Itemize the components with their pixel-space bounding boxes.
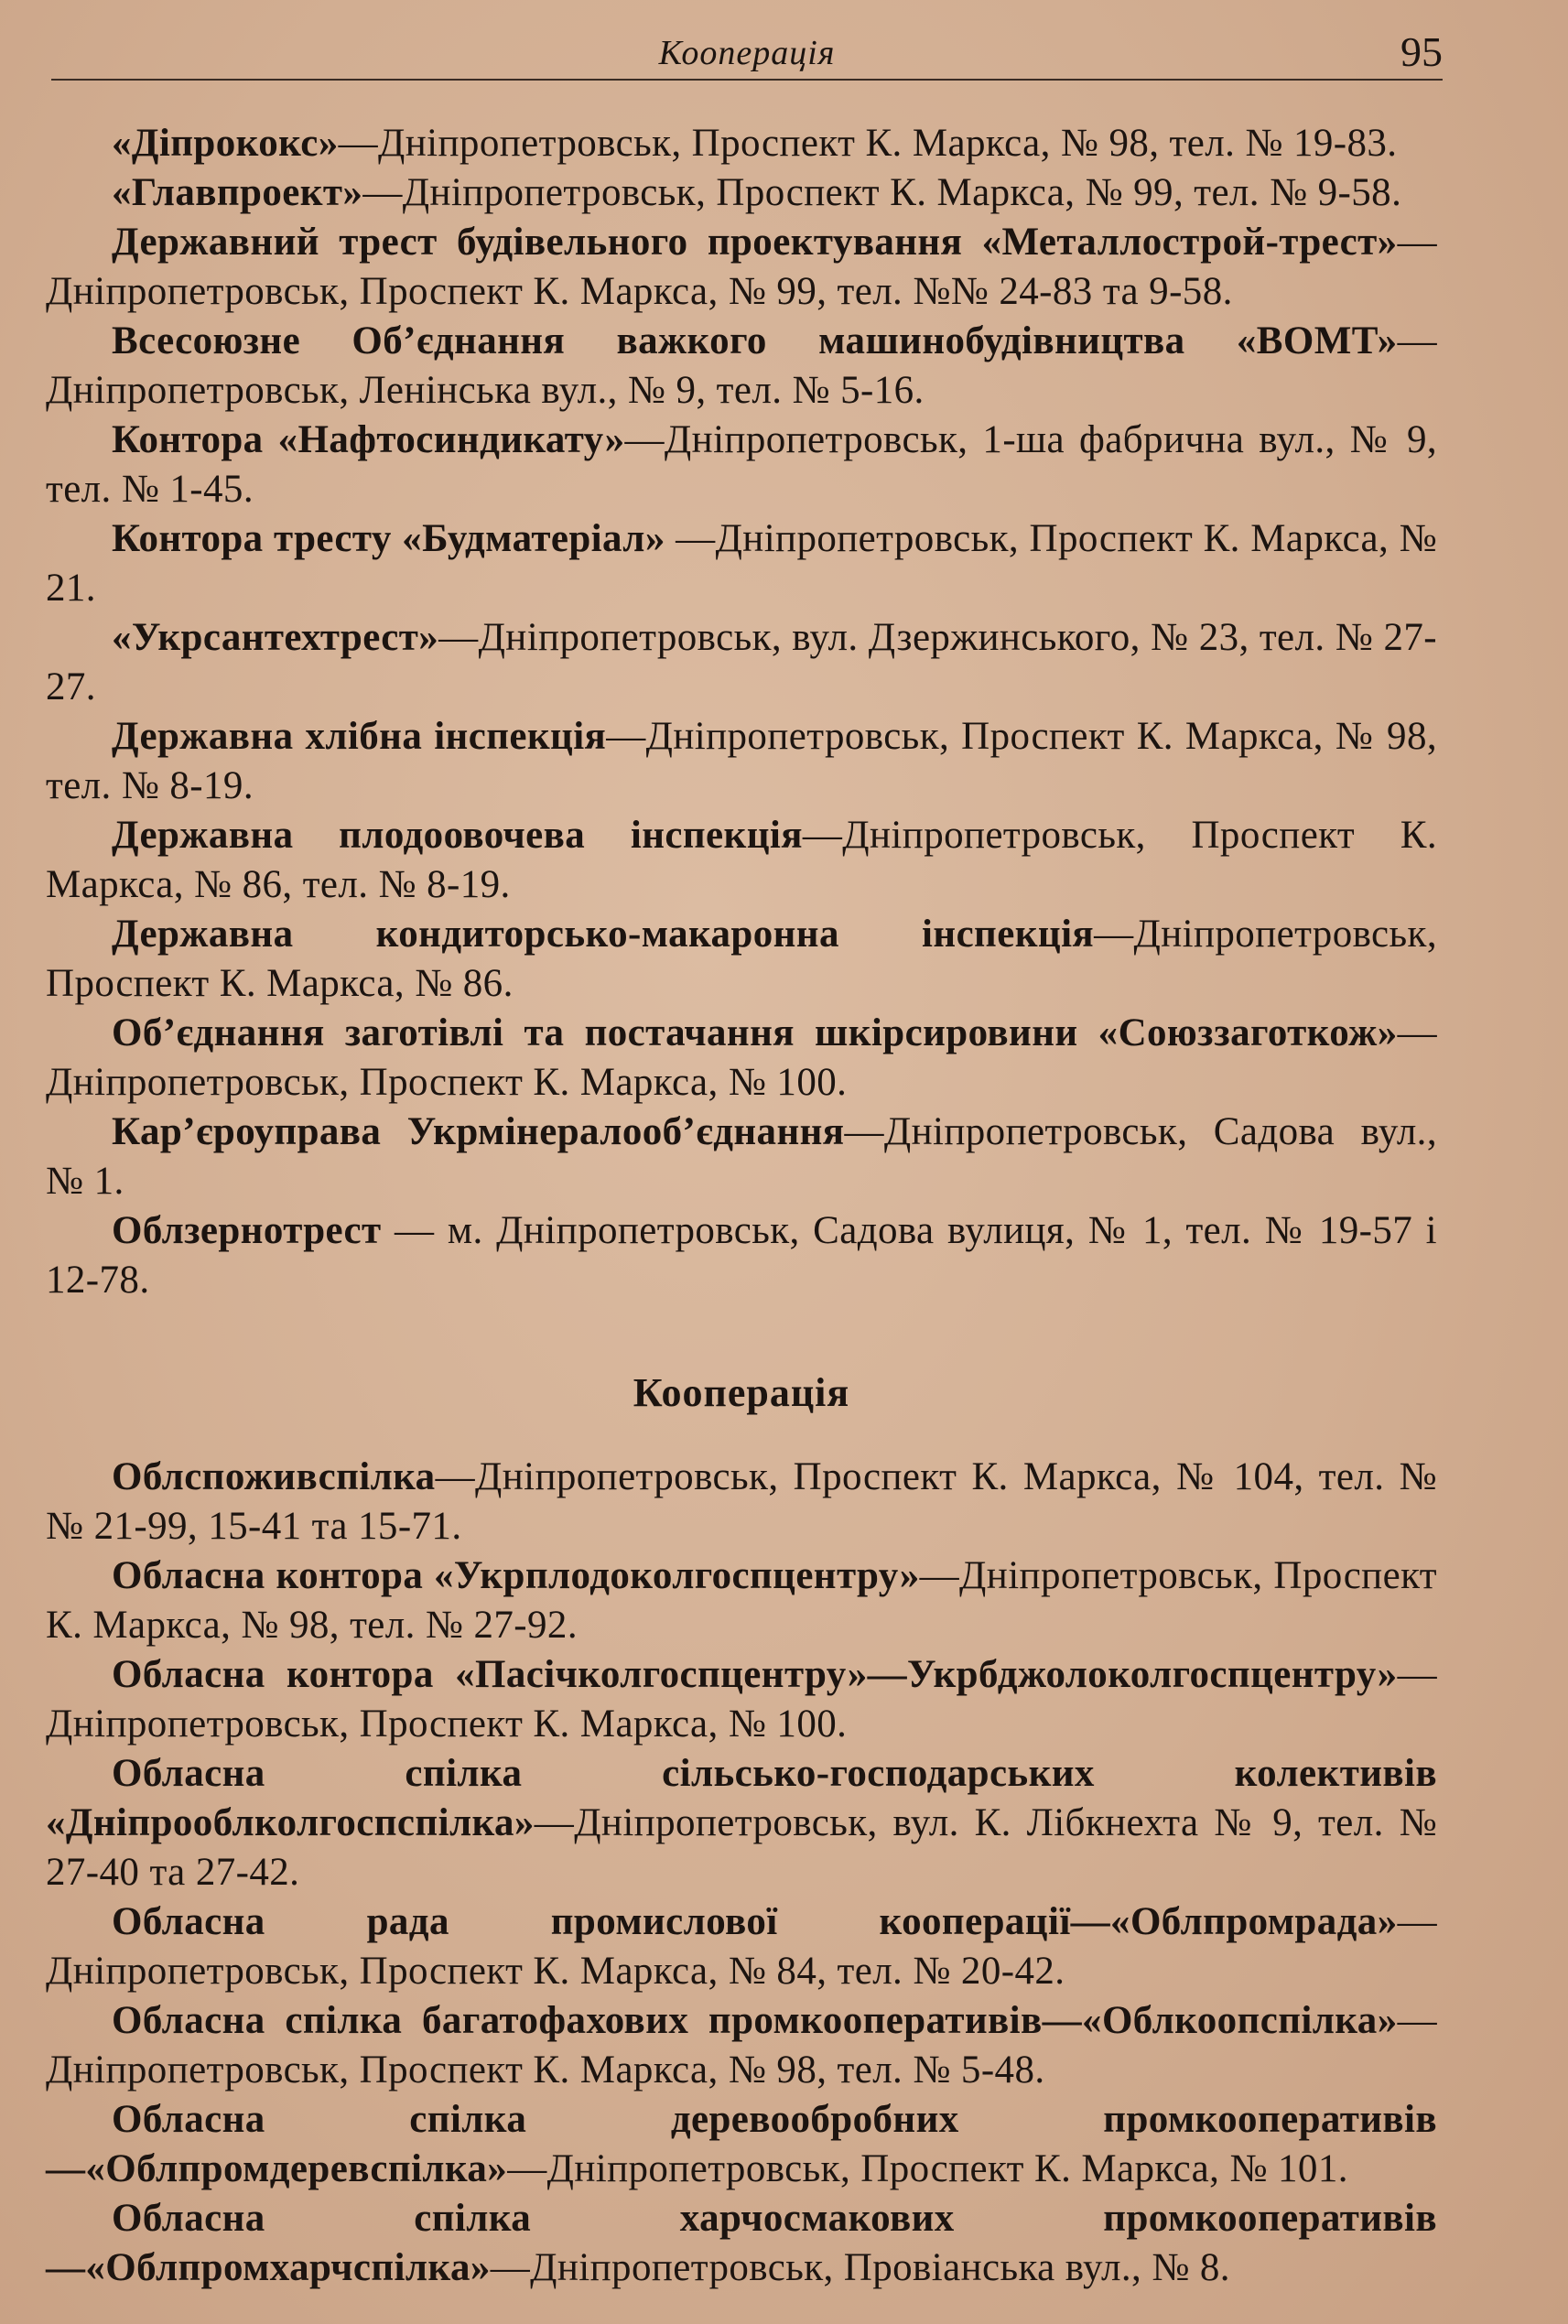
directory-entry bbox=[46, 1749, 1437, 1897]
entry-name: Обласна контора «Укрплодоколгоспцентру» bbox=[112, 1554, 920, 1597]
entry-name: Обласна спілка багатофахових промкооперативів—«Облкоопспілка» bbox=[112, 1999, 1398, 2042]
entry-details: —Дніпропетровськ, Проспект К. Маркса, № 98, тел. № 19-83. bbox=[338, 122, 1398, 165]
directory-entry bbox=[46, 712, 1437, 811]
entry-details: —Дніпропетровськ, Проспект К. Маркса, № 86. bbox=[46, 913, 1437, 1005]
directory-entry bbox=[46, 1551, 1437, 1650]
entry-name: Контора «Нафтосиндикату» bbox=[112, 418, 625, 461]
directory-entry bbox=[46, 317, 1437, 416]
entry-details: —Дніпропетровськ, Проспект К. Маркса, № 101. bbox=[507, 2147, 1348, 2190]
directory-entry bbox=[46, 416, 1437, 514]
entry-name: Державна хлібна інспекція bbox=[112, 715, 607, 758]
entry-details: —Дніпропетровськ, Проспект К. Маркса, № 99, тел. № 9-58. bbox=[362, 171, 1402, 214]
entry-details: —Дніпропетровськ, 1-ша фабрична вул., № 9, тел. № 1-45. bbox=[46, 418, 1437, 511]
entry-name: Державна кондиторсько-макаронна інспекція bbox=[112, 913, 1095, 956]
entry-name: Обласна контора «Пасічколгоспцентру»—Укрбджолоколгоспцентру» bbox=[112, 1653, 1398, 1696]
directory-entry bbox=[46, 613, 1437, 712]
entry-name: Обласна спілка сільсько-господарських колективів «Дніпрооблколгоспспілка» bbox=[46, 1752, 1437, 1844]
entry-name: «Діпрококс» bbox=[112, 122, 339, 165]
entry-details: —Дніпропетровськ, Проспект К. Маркса, № 100. bbox=[46, 1653, 1437, 1746]
directory-entry bbox=[46, 811, 1437, 910]
entry-details: —Дніпропетровськ, Проспект К. Маркса, № 84, тел. № 20-42. bbox=[46, 1900, 1437, 1993]
entry-name: Кар’єроуправа Укрмінералооб’єднання bbox=[112, 1110, 845, 1153]
directory-entry bbox=[46, 119, 1437, 168]
entry-details: —Дніпропетровськ, Проспект К. Маркса, № 99, тел. №№ 24-83 та 9-58. bbox=[46, 221, 1437, 313]
entry-details: —Дніпропетровськ, Провіанська вул., № 8. bbox=[490, 2246, 1230, 2289]
directory-entry bbox=[46, 1996, 1437, 2095]
directory-entry bbox=[46, 218, 1437, 317]
running-header-title: Кооперація bbox=[658, 34, 836, 72]
directory-entry bbox=[46, 514, 1437, 613]
entry-name: Обласна спілка деревообробних промкооперативів—«Облпромдеревспілка» bbox=[46, 2098, 1437, 2190]
entry-name: «Укрсантехтрест» bbox=[112, 616, 439, 659]
entry-details: —Дніпропетровськ, Проспект К. Маркса, № 98, тел. № 8-19. bbox=[46, 715, 1437, 807]
entry-details: —Дніпропетровськ, Проспект К. Маркса, № 98, тел. № 27-92. bbox=[46, 1554, 1437, 1647]
directory-entry bbox=[46, 2095, 1437, 2194]
directory-entry bbox=[46, 910, 1437, 1009]
directory-entry bbox=[46, 1650, 1437, 1749]
entry-name: Облспоживспілка bbox=[112, 1455, 436, 1498]
entry-name: Контора тресту «Будматеріал» bbox=[112, 517, 665, 560]
entry-name: Всесоюзне Об’єднання важкого машинобудівництва «ВОМТ» bbox=[112, 319, 1398, 362]
entry-name: Державна плодоовочева інспекція bbox=[112, 814, 803, 857]
directory-entry bbox=[46, 168, 1437, 218]
directory-entry bbox=[46, 1897, 1437, 1996]
entry-details: —Дніпропетровськ, вул. К. Лібкнехта № 9, тел. № 27-40 та 27-42. bbox=[46, 1801, 1437, 1894]
entry-name: Об’єднання заготівлі та постачання шкірсировини «Союззаготкож» bbox=[112, 1011, 1398, 1054]
entry-name: Обласна спілка харчосмакових промкооперативів—«Облпромхарчспілка» bbox=[46, 2197, 1437, 2289]
entry-details: —Дніпропетровськ, Проспект К. Маркса, № 104, тел. №№ 21-99, 15-41 та 15-71. bbox=[46, 1455, 1437, 1548]
entry-details: — м. Дніпропетровськ, Садова вулиця, № 1, тел. № 19-57 і 12-78. bbox=[46, 1209, 1437, 1302]
entry-details: —Дніпропетровськ, Проспект К. Маркса, № 98, тел. № 5-48. bbox=[46, 1999, 1437, 2092]
directory-entry bbox=[46, 2194, 1437, 2293]
entry-name: Облзернотрест bbox=[112, 1209, 382, 1252]
directory-entry bbox=[46, 1206, 1437, 1305]
entry-name: «Главпроект» bbox=[112, 171, 363, 214]
entry-details: —Дніпропетровськ, Проспект К. Маркса, № 100. bbox=[46, 1011, 1437, 1104]
page-content bbox=[46, 119, 1437, 2293]
directory-entry bbox=[46, 1453, 1437, 1551]
entry-details: —Дніпропетровськ, Проспект К. Маркса, № 86, тел. № 8-19. bbox=[46, 814, 1437, 906]
entry-name: Державний трест будівельного проектування «Металлострой-трест» bbox=[112, 221, 1398, 264]
page-number: 95 bbox=[1400, 28, 1443, 75]
directory-entry bbox=[46, 1009, 1437, 1108]
entry-details: —Дніпропетровськ, Проспект К. Маркса, № 21. bbox=[46, 517, 1437, 610]
entry-details: —Дніпропетровськ, Садова вул., № 1. bbox=[46, 1110, 1437, 1203]
directory-entry bbox=[46, 1108, 1437, 1206]
entry-name: Обласна рада промислової кооперації—«Облпромрада» bbox=[112, 1900, 1398, 1943]
entry-details: —Дніпропетровськ, Ленінська вул., № 9, тел. № 5-16. bbox=[46, 319, 1437, 412]
section-heading: Кооперація bbox=[633, 1370, 850, 1415]
entry-details: —Дніпропетровськ, вул. Дзержинського, № 23, тел. № 27-27. bbox=[46, 616, 1437, 708]
running-header bbox=[51, 22, 1443, 81]
